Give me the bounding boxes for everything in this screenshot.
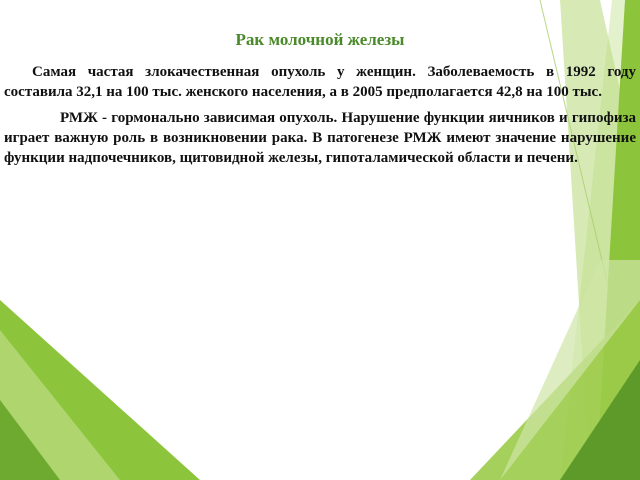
paragraph-pathogenesis: РМЖ - гормонально зависимая опухоль. Нарушение функции яичников и гипофиза играет важную роль в возникновении рака. В патогенезе РМЖ имеют значение нарушение функции надпочечников, щитовидной железы, гипоталамической области и печени. xyxy=(4,110,636,166)
paragraph-incidence: Самая частая злокачественная опухоль у женщин. Заболеваемость в 1992 году составила 32,1 на 100 тыс. женского населения, а в 2005 предполагается 42,8 на 100 тыс. xyxy=(4,64,636,100)
slide-body xyxy=(4,62,636,174)
slide-title: Рак молочной железы xyxy=(235,30,405,49)
